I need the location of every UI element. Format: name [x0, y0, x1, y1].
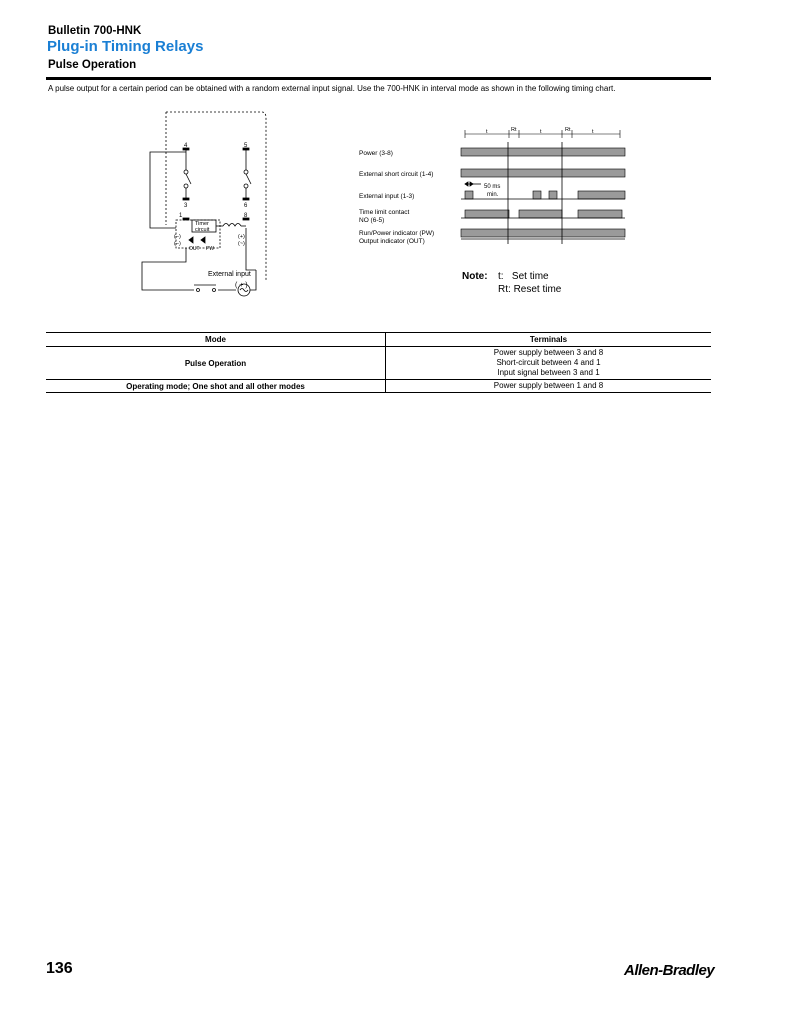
page-number: 136 [46, 960, 73, 977]
terminal-8: 8 [244, 213, 248, 219]
note-block [462, 271, 561, 296]
terminals-header: Terminals [529, 335, 568, 344]
heading-rule [46, 77, 711, 80]
terminal-3: 3 [184, 203, 188, 209]
supply-label: ( + ) [235, 282, 248, 289]
note-t-value: Set time [511, 271, 549, 282]
table-row [46, 380, 711, 393]
label-out: Output indicator (OUT) [359, 238, 425, 245]
terminals-cell [386, 347, 712, 380]
minus-label-1: (−) [174, 234, 181, 240]
circuit-label: circuit [195, 227, 210, 233]
terminal-line: Input signal between 3 and 1 [497, 368, 600, 377]
mode-header: Mode [46, 333, 386, 347]
note-rt-value: Reset time [513, 283, 562, 295]
note-rt-key: Rt: [498, 283, 511, 295]
brand-logo: Allen-Bradley [624, 962, 715, 979]
note-title: Note: [462, 271, 488, 282]
rt-label-1: Rt [511, 127, 517, 133]
minus-label-2: (−) [174, 241, 181, 247]
t-label-3: t [592, 129, 594, 135]
rt-label-2: Rt [565, 127, 571, 133]
page-title: Plug-in Timing Relays [47, 38, 204, 55]
terminal-4: 4 [184, 143, 188, 149]
mode-cell: Pulse Operation [46, 347, 386, 380]
terminal-line: Power supply between 1 and 8 [493, 381, 604, 390]
t-label-1: t [486, 129, 488, 135]
min-label: min. [487, 192, 499, 198]
pw-label: PW [206, 246, 215, 252]
terminal-1: 1 [179, 213, 183, 219]
timer-label: Timer [195, 221, 209, 227]
tilde-label: (~) [238, 241, 245, 247]
bulletin-label: Bulletin 700-HNK [48, 25, 142, 37]
section-heading: Pulse Operation [48, 59, 137, 71]
label-pw: Run/Power indicator (PW) [359, 230, 435, 237]
terminal-6: 6 [244, 203, 248, 209]
table-header-row [46, 333, 711, 347]
label-power: Power (3-8) [359, 150, 393, 157]
terminal-5: 5 [244, 143, 248, 149]
label-external-input: External input (1-3) [359, 193, 415, 200]
modes-table [46, 332, 711, 393]
min-pulse-label: 50 ms [484, 184, 501, 190]
timing-chart [356, 122, 628, 264]
note-t-key: t: [498, 271, 504, 282]
intro-paragraph: A pulse output for a certain period can be obtained with a random external input signal. Use the 700-HNK in interval mode as shown in the following timing chart. [48, 84, 616, 93]
terminal-line: Short-circuit between 4 and 1 [496, 358, 601, 367]
terminals-cell [386, 380, 712, 393]
t-label-2: t [540, 129, 542, 135]
table-row [46, 347, 711, 380]
out-label: OUT [189, 246, 200, 252]
plus-label: (+) [238, 234, 245, 240]
label-no-6-5: NO (6-5) [359, 217, 385, 224]
label-external-short: External short circuit (1-4) [359, 171, 434, 178]
label-time-limit: Time limit contact [359, 209, 410, 216]
terminal-line: Power supply between 3 and 8 [493, 348, 604, 357]
mode-cell: Operating mode; One shot and all other modes [46, 380, 386, 393]
wiring-diagram [134, 110, 274, 298]
external-input-label: External input [208, 271, 251, 278]
